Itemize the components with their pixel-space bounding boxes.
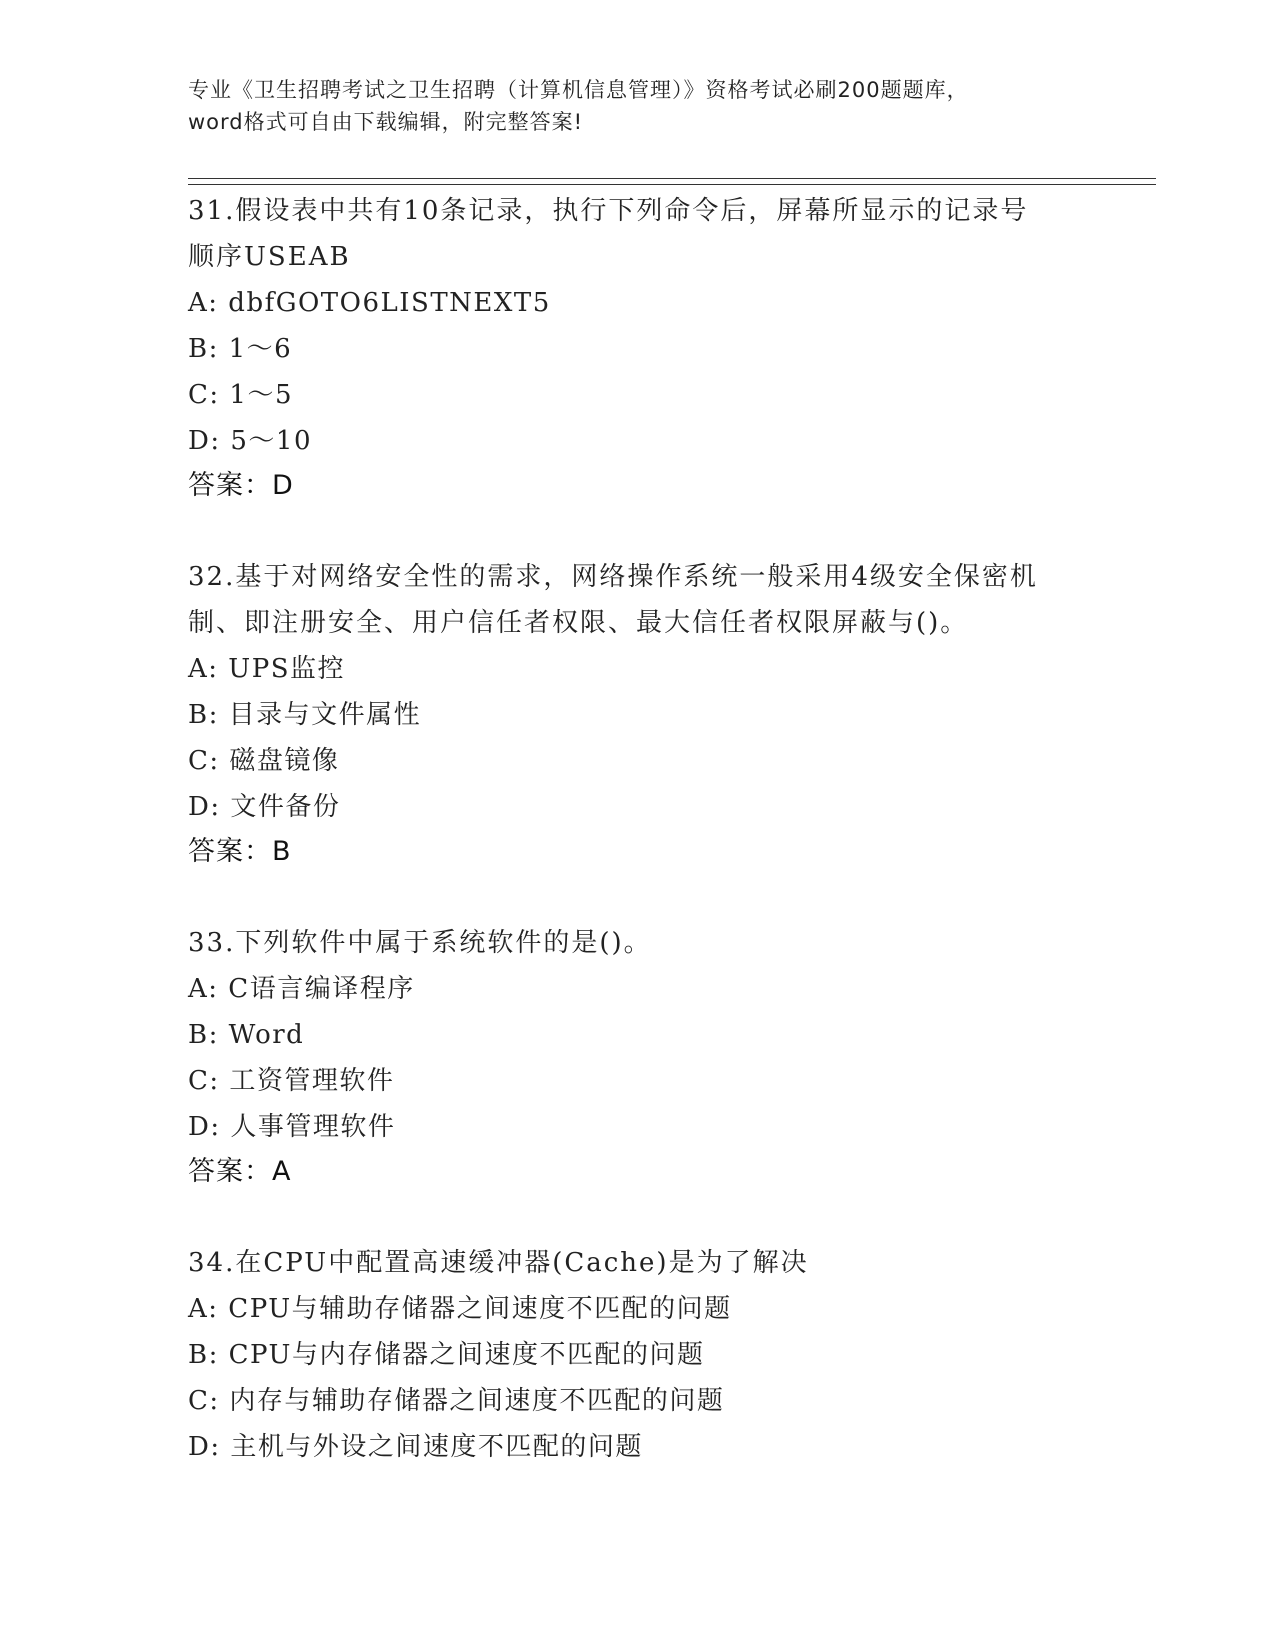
- option-a: A: dbfGOTO6LISTNEXT5: [188, 288, 551, 318]
- option-a: A: UPS监控: [188, 654, 346, 684]
- option-d: D: 主机与外设之间速度不匹配的问题: [188, 1432, 643, 1462]
- option-c: C: 工资管理软件: [188, 1066, 395, 1096]
- option-a: A: C语言编译程序: [188, 974, 415, 1004]
- option-c: C: 1～5: [188, 380, 294, 410]
- document-header: [188, 74, 1088, 138]
- question-32: [188, 554, 1148, 874]
- question-stem-line: 34.在CPU中配置高速缓冲器(Cache)是为了解决: [188, 1248, 809, 1278]
- spacer: [188, 508, 1148, 554]
- question-stem-line: 32.基于对网络安全性的需求，网络操作系统一般采用4级安全保密机: [188, 562, 1038, 592]
- option-c: C: 内存与辅助存储器之间速度不匹配的问题: [188, 1386, 725, 1416]
- option-a: A: CPU与辅助存储器之间速度不匹配的问题: [188, 1294, 732, 1324]
- question-33: [188, 920, 1148, 1194]
- option-b: B: 目录与文件属性: [188, 700, 422, 730]
- spacer: [188, 874, 1148, 920]
- header-divider-bottom: [188, 184, 1156, 185]
- option-b: B: Word: [188, 1020, 305, 1050]
- question-31: [188, 188, 1148, 508]
- header-line-1: 专业《卫生招聘考试之卫生招聘（计算机信息管理）》资格考试必刷200题题库，: [188, 78, 969, 102]
- option-b: B: CPU与内存储器之间速度不匹配的问题: [188, 1340, 705, 1370]
- header-line-2: word格式可自由下载编辑，附完整答案!: [188, 110, 584, 134]
- question-stem-line: 31.假设表中共有10条记录，执行下列命令后，屏幕所显示的记录号: [188, 196, 1029, 226]
- option-c: C: 磁盘镜像: [188, 746, 340, 776]
- question-stem-line: 顺序USEAB: [188, 242, 351, 272]
- spacer: [188, 1194, 1148, 1240]
- answer-line: 答案：A: [188, 1156, 292, 1187]
- question-list: [188, 188, 1148, 1470]
- option-b: B: 1～6: [188, 334, 293, 364]
- question-stem-line: 制、即注册安全、用户信任者权限、最大信任者权限屏蔽与()。: [188, 608, 969, 638]
- question-34: [188, 1240, 1148, 1470]
- option-d: D: 人事管理软件: [188, 1112, 396, 1142]
- answer-line: 答案：B: [188, 836, 292, 867]
- answer-line: 答案：D: [188, 470, 294, 501]
- option-d: D: 5～10: [188, 426, 312, 456]
- header-divider-top: [188, 178, 1156, 179]
- option-d: D: 文件备份: [188, 792, 341, 822]
- question-stem-line: 33.下列软件中属于系统软件的是()。: [188, 928, 652, 958]
